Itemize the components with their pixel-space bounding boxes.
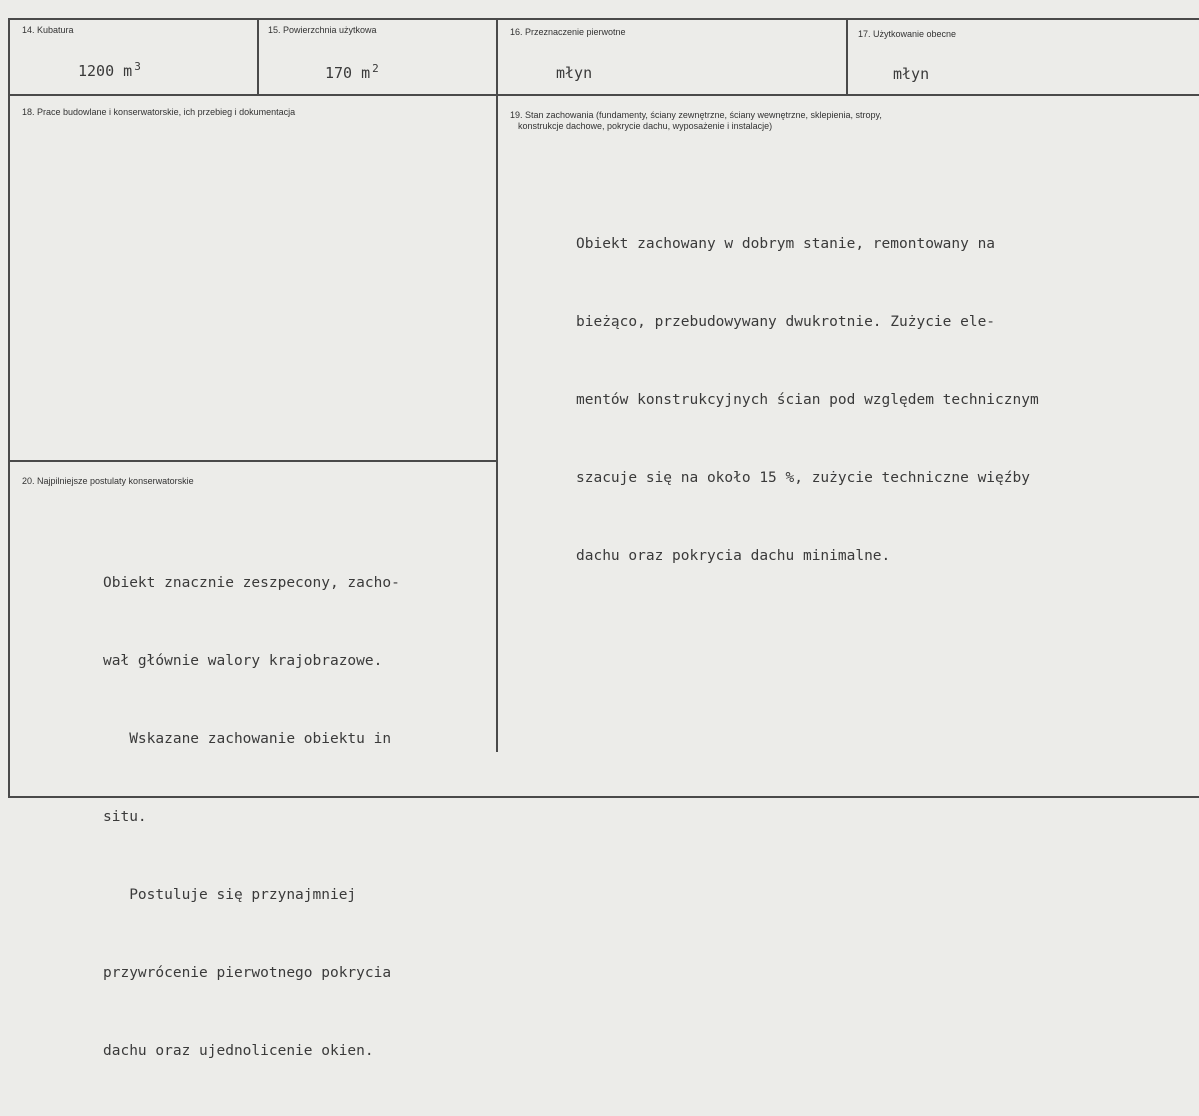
stan-label-line-2: konstrukcje dachowe, pokrycie dachu, wyposażenie i instalacje) <box>518 121 773 131</box>
powierzchnia-value <box>325 62 379 82</box>
kubatura-number: 1200 m <box>78 62 133 80</box>
stan-line: szacuje się na około 15 %, zużycie techniczne więźby <box>576 470 1030 486</box>
postulaty-line: Postuluje się przynajmniej <box>103 887 357 903</box>
section-divider <box>8 460 496 462</box>
postulaty-label: 20. Najpilniejsze postulaty konserwatorskie <box>22 476 194 486</box>
prace-label: 18. Prace budowlane i konserwatorskie, ich przebieg i dokumentacja <box>22 107 296 117</box>
przeznaczenie-label: 16. Przeznaczenie pierwotne <box>510 27 626 37</box>
postulaty-line: przywrócenie pierwotnego pokrycia <box>103 965 392 981</box>
col-divider-main <box>496 18 498 752</box>
postulaty-text <box>103 518 400 1116</box>
col-divider-1 <box>257 18 259 95</box>
postulaty-line: situ. <box>103 809 147 825</box>
postulaty-line: Wskazane zachowanie obiektu in <box>103 731 392 747</box>
stan-label-line-1: 19. Stan zachowania (fundamenty, ściany zewnętrzne, ściany wewnętrzne, sklepienia, stropy, <box>510 110 882 120</box>
stan-line: bieżąco, przebudowywany dwukrotnie. Zużycie ele- <box>576 314 996 330</box>
postulaty-line: Obiekt znacznie zeszpecony, zacho- <box>103 575 400 591</box>
left-border <box>8 18 10 798</box>
uzytkowanie-label: 17. Użytkowanie obecne <box>858 29 957 39</box>
postulaty-line: dachu oraz ujednolicenie okien. <box>103 1043 374 1059</box>
stan-line: mentów konstrukcyjnych ścian pod względem technicznym <box>576 392 1039 408</box>
powierzchnia-exponent: 2 <box>372 62 379 75</box>
uzytkowanie-value: młyn <box>893 65 930 83</box>
powierzchnia-label: 15. Powierzchnia użytkowa <box>268 25 377 35</box>
powierzchnia-number: 170 m <box>325 64 371 82</box>
kubatura-label: 14. Kubatura <box>22 25 74 35</box>
postulaty-line: wał głównie walory krajobrazowe. <box>103 653 383 669</box>
row-divider <box>8 94 1199 96</box>
kubatura-value <box>78 60 141 80</box>
top-border <box>8 18 1199 20</box>
przeznaczenie-value: młyn <box>556 64 593 82</box>
stan-text <box>576 179 1039 621</box>
stan-line: dachu oraz pokrycia dachu minimalne. <box>576 548 891 564</box>
stan-line: Obiekt zachowany w dobrym stanie, remontowany na <box>576 236 996 252</box>
kubatura-exponent: 3 <box>134 60 141 73</box>
col-divider-3 <box>846 18 848 95</box>
